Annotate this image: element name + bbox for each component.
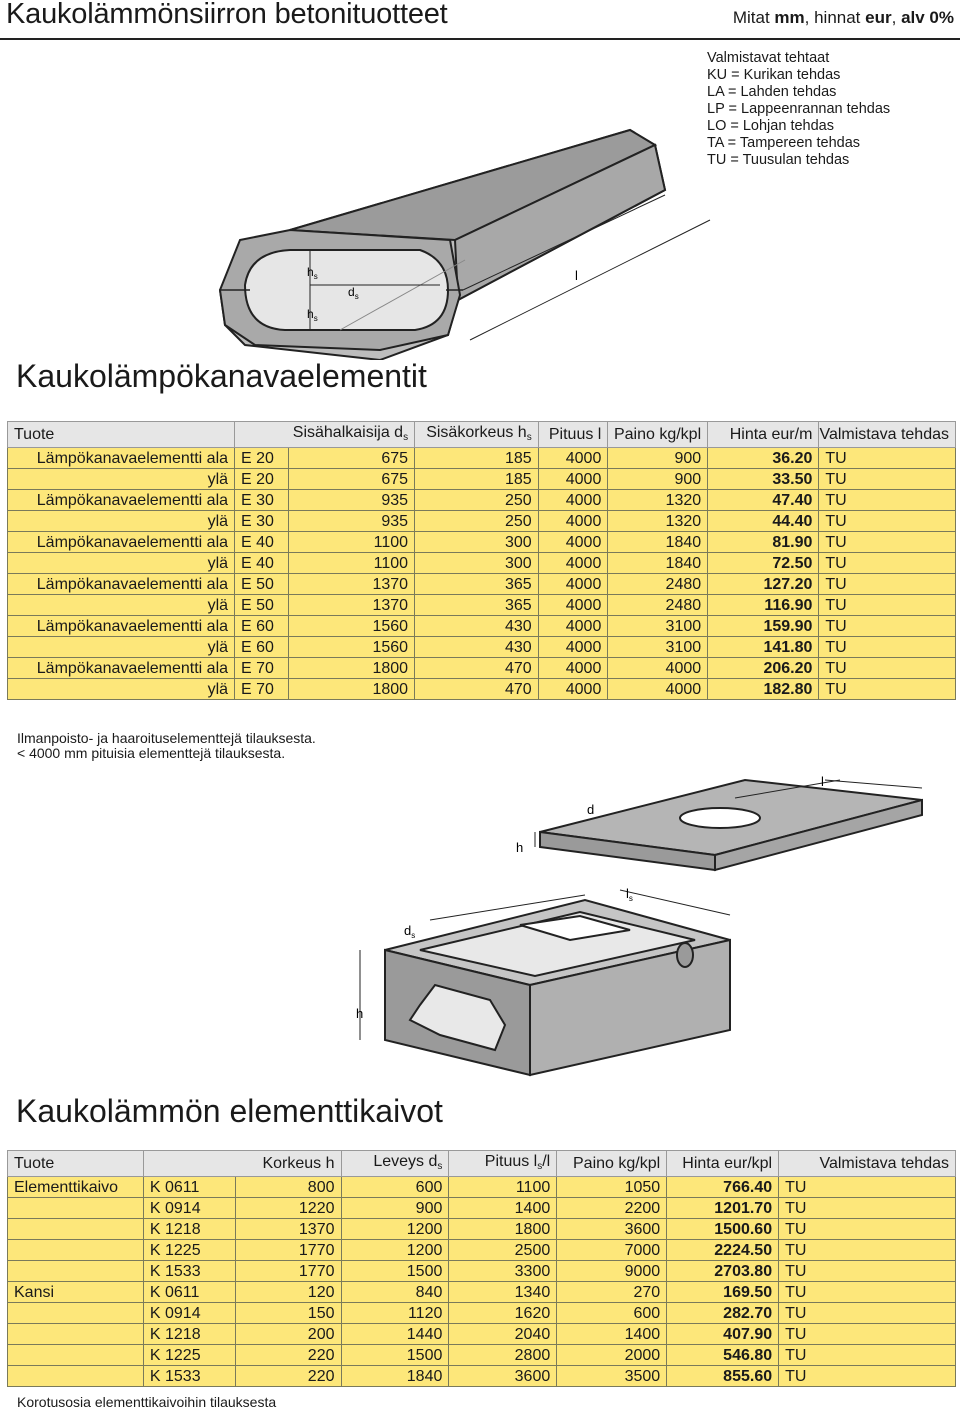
table-row bbox=[8, 1177, 956, 1198]
table-cell: TU bbox=[819, 553, 956, 574]
table-cell: TU bbox=[819, 490, 956, 511]
table-cell: E 60 bbox=[235, 616, 289, 637]
table-cell: 1400 bbox=[557, 1324, 667, 1345]
factory-legend-title: Valmistavat tehtaat bbox=[707, 50, 830, 66]
table-cell: 1800 bbox=[449, 1219, 557, 1240]
table-cell: E 20 bbox=[235, 448, 289, 469]
table-cell: 365 bbox=[415, 595, 539, 616]
table-cell: 600 bbox=[557, 1303, 667, 1324]
table-cell: Elementtikaivo bbox=[8, 1177, 144, 1198]
table-cell: Lämpökanavaelementti ala bbox=[8, 616, 235, 637]
section-title-channels: Kaukolämpökanavaelementit bbox=[16, 358, 427, 394]
table-cell: 4000 bbox=[538, 595, 608, 616]
table-cell: 4000 bbox=[538, 532, 608, 553]
manhole-drawing bbox=[340, 770, 940, 1090]
table-cell: 2200 bbox=[557, 1198, 667, 1219]
col-header: Hinta eur/m bbox=[708, 422, 819, 448]
col-header: Leveys $d_s$ bbox=[341, 1151, 449, 1177]
table-cell: TU bbox=[819, 469, 956, 490]
table-cell: 47.40 bbox=[708, 490, 819, 511]
dim-label-hs-top: $h_s$ bbox=[307, 265, 318, 281]
table-cell: 250 bbox=[415, 490, 539, 511]
table-cell: TU bbox=[779, 1198, 956, 1219]
table-cell: 1100 bbox=[288, 532, 414, 553]
dim-label-d: d bbox=[587, 802, 595, 817]
table-cell: E 20 bbox=[235, 469, 289, 490]
table-cell: E 50 bbox=[235, 595, 289, 616]
table-cell: K 1533 bbox=[143, 1261, 235, 1282]
factory-item: TA = Tampereen tehdas bbox=[707, 135, 861, 151]
table-cell: K 1218 bbox=[143, 1219, 235, 1240]
table-cell: 1120 bbox=[341, 1303, 449, 1324]
table-header-row bbox=[8, 1151, 956, 1177]
table-cell: Lämpökanavaelementti ala bbox=[8, 532, 235, 553]
table-cell bbox=[8, 1219, 144, 1240]
table-cell: 935 bbox=[288, 490, 414, 511]
table-cell: K 1218 bbox=[143, 1324, 235, 1345]
table-cell: TU bbox=[819, 448, 956, 469]
table-cell: 1100 bbox=[449, 1177, 557, 1198]
footer-note: Korotusosia elementtikaivoihin tilauksesta bbox=[17, 1394, 277, 1410]
table-cell: TU bbox=[819, 658, 956, 679]
table-cell: TU bbox=[819, 616, 956, 637]
table-row bbox=[8, 1261, 956, 1282]
table-cell: E 30 bbox=[235, 490, 289, 511]
table-header-row bbox=[8, 422, 956, 448]
table-cell: 1320 bbox=[608, 490, 708, 511]
table-cell: 150 bbox=[235, 1303, 341, 1324]
table-cell: ylä bbox=[8, 469, 235, 490]
table-cell: 600 bbox=[341, 1177, 449, 1198]
table-cell: TU bbox=[779, 1366, 956, 1387]
table-cell: 900 bbox=[341, 1198, 449, 1219]
table-cell: TU bbox=[779, 1345, 956, 1366]
table-cell: 2040 bbox=[449, 1324, 557, 1345]
table-cell: TU bbox=[779, 1324, 956, 1345]
table-cell bbox=[8, 1345, 144, 1366]
table-cell: 1200 bbox=[341, 1219, 449, 1240]
table-row bbox=[8, 1345, 956, 1366]
table-row bbox=[8, 490, 956, 511]
table-cell: 1201.70 bbox=[667, 1198, 779, 1219]
table-cell: 4000 bbox=[608, 679, 708, 700]
table-cell: 33.50 bbox=[708, 469, 819, 490]
table-cell: 81.90 bbox=[708, 532, 819, 553]
table-cell: 282.70 bbox=[667, 1303, 779, 1324]
table-cell: 4000 bbox=[538, 553, 608, 574]
table-cell: TU bbox=[779, 1303, 956, 1324]
table-row bbox=[8, 469, 956, 490]
table-cell: 766.40 bbox=[667, 1177, 779, 1198]
table-cell: Kansi bbox=[8, 1282, 144, 1303]
table-cell: 1340 bbox=[449, 1282, 557, 1303]
table-row bbox=[8, 616, 956, 637]
manholes-table bbox=[7, 1150, 956, 1387]
table-cell: ylä bbox=[8, 595, 235, 616]
table-cell: 4000 bbox=[538, 511, 608, 532]
table-cell: 120 bbox=[235, 1282, 341, 1303]
table-cell: 159.90 bbox=[708, 616, 819, 637]
table-cell: TU bbox=[819, 511, 956, 532]
table-cell: 407.90 bbox=[667, 1324, 779, 1345]
table-row bbox=[8, 1240, 956, 1261]
section-title-manholes: Kaukolämmön elementtikaivot bbox=[16, 1093, 443, 1129]
table-cell: 675 bbox=[288, 469, 414, 490]
table-cell: 4000 bbox=[538, 679, 608, 700]
table-cell: 3300 bbox=[449, 1261, 557, 1282]
table-cell: 1620 bbox=[449, 1303, 557, 1324]
table-cell: 9000 bbox=[557, 1261, 667, 1282]
dim-label-l: l bbox=[821, 774, 824, 789]
table-cell: K 0914 bbox=[143, 1303, 235, 1324]
table-cell: TU bbox=[819, 637, 956, 658]
table-cell: 3600 bbox=[449, 1366, 557, 1387]
table-cell: 2224.50 bbox=[667, 1240, 779, 1261]
table-row bbox=[8, 553, 956, 574]
table-cell: K 1225 bbox=[143, 1240, 235, 1261]
table-cell: TU bbox=[779, 1261, 956, 1282]
table-row bbox=[8, 1219, 956, 1240]
table-cell: 1770 bbox=[235, 1240, 341, 1261]
table-cell: 36.20 bbox=[708, 448, 819, 469]
table-cell: 185 bbox=[415, 448, 539, 469]
factory-item: LP = Lappeenrannan tehdas bbox=[707, 101, 891, 117]
table-cell: 2480 bbox=[608, 574, 708, 595]
dim-label-l: l bbox=[575, 268, 578, 283]
table-cell: 270 bbox=[557, 1282, 667, 1303]
table-cell: 44.40 bbox=[708, 511, 819, 532]
table-cell: 800 bbox=[235, 1177, 341, 1198]
table-cell: 4000 bbox=[608, 658, 708, 679]
table-cell bbox=[8, 1303, 144, 1324]
table-cell: 1800 bbox=[288, 658, 414, 679]
col-header: Pituus l bbox=[538, 422, 608, 448]
dim-label-ds: $d_s$ bbox=[348, 285, 359, 301]
table-cell: 1800 bbox=[288, 679, 414, 700]
table-cell: 1500 bbox=[341, 1261, 449, 1282]
table-cell: 1840 bbox=[608, 532, 708, 553]
table-row bbox=[8, 511, 956, 532]
table-cell: 1370 bbox=[288, 574, 414, 595]
table-cell: 206.20 bbox=[708, 658, 819, 679]
table-cell bbox=[8, 1366, 144, 1387]
table-cell: 169.50 bbox=[667, 1282, 779, 1303]
table-cell: K 0914 bbox=[143, 1198, 235, 1219]
table-cell: 470 bbox=[415, 679, 539, 700]
table-cell: 1200 bbox=[341, 1240, 449, 1261]
factory-item: KU = Kurikan tehdas bbox=[707, 67, 841, 83]
table-cell: 1500.60 bbox=[667, 1219, 779, 1240]
channel-element-drawing bbox=[210, 100, 730, 360]
table-cell: 900 bbox=[608, 448, 708, 469]
table-cell: 220 bbox=[235, 1366, 341, 1387]
table-cell: E 50 bbox=[235, 574, 289, 595]
table-cell: TU bbox=[819, 574, 956, 595]
table-cell: 141.80 bbox=[708, 637, 819, 658]
table-cell: 1370 bbox=[235, 1219, 341, 1240]
table-cell: 4000 bbox=[538, 490, 608, 511]
table-cell: 1050 bbox=[557, 1177, 667, 1198]
table-row bbox=[8, 658, 956, 679]
table-cell: 4000 bbox=[538, 448, 608, 469]
table-cell: 935 bbox=[288, 511, 414, 532]
table-cell bbox=[8, 1261, 144, 1282]
table-cell: K 1225 bbox=[143, 1345, 235, 1366]
table-cell: E 70 bbox=[235, 679, 289, 700]
table-cell: Lämpökanavaelementti ala bbox=[8, 448, 235, 469]
table-cell: 7000 bbox=[557, 1240, 667, 1261]
table-cell: 3100 bbox=[608, 616, 708, 637]
table-cell: 470 bbox=[415, 658, 539, 679]
table-cell: 2480 bbox=[608, 595, 708, 616]
col-header: Tuote bbox=[8, 422, 235, 448]
table-cell: TU bbox=[779, 1282, 956, 1303]
table-cell: TU bbox=[779, 1219, 956, 1240]
channel-elements-table bbox=[7, 421, 956, 700]
col-header: Valmistava tehdas bbox=[779, 1151, 956, 1177]
table-cell: 365 bbox=[415, 574, 539, 595]
table-cell: TU bbox=[819, 679, 956, 700]
table-cell: 430 bbox=[415, 616, 539, 637]
col-header: Paino kg/kpl bbox=[608, 422, 708, 448]
table-cell: Lämpökanavaelementti ala bbox=[8, 658, 235, 679]
col-header: Tuote bbox=[8, 1151, 144, 1177]
table-cell bbox=[8, 1324, 144, 1345]
table-cell: K 0611 bbox=[143, 1177, 235, 1198]
table-cell: E 30 bbox=[235, 511, 289, 532]
table-cell: 900 bbox=[608, 469, 708, 490]
table-cell: 1100 bbox=[288, 553, 414, 574]
table-cell: 1560 bbox=[288, 637, 414, 658]
table-cell: 840 bbox=[341, 1282, 449, 1303]
table-row bbox=[8, 1282, 956, 1303]
dim-label-ds: $d_s$ bbox=[404, 923, 416, 940]
table-cell: 1840 bbox=[608, 553, 708, 574]
table-cell: 72.50 bbox=[708, 553, 819, 574]
table-cell: 3600 bbox=[557, 1219, 667, 1240]
table-cell: 3500 bbox=[557, 1366, 667, 1387]
table-cell: 1220 bbox=[235, 1198, 341, 1219]
table-cell: 1840 bbox=[341, 1366, 449, 1387]
table-cell: TU bbox=[819, 532, 956, 553]
table-cell: 4000 bbox=[538, 637, 608, 658]
table-cell: 1560 bbox=[288, 616, 414, 637]
page-title: Kaukolämmönsiirron betonituotteet bbox=[6, 0, 448, 30]
table-row bbox=[8, 595, 956, 616]
table-row bbox=[8, 1303, 956, 1324]
table-cell: 546.80 bbox=[667, 1345, 779, 1366]
dim-label-h2: h bbox=[356, 1006, 364, 1021]
dim-label-hs-bottom: $h_s$ bbox=[307, 307, 318, 323]
table-cell: 1770 bbox=[235, 1261, 341, 1282]
table-cell: TU bbox=[819, 595, 956, 616]
table-cell: K 1533 bbox=[143, 1366, 235, 1387]
table-cell: 4000 bbox=[538, 616, 608, 637]
factory-legend bbox=[707, 50, 890, 169]
table-cell: 250 bbox=[415, 511, 539, 532]
factory-item: LA = Lahden tehdas bbox=[707, 84, 837, 100]
table-row bbox=[8, 532, 956, 553]
table-note: Ilmanpoisto- ja haaroituselementtejä tilauksesta. bbox=[17, 730, 316, 746]
table-cell: 1320 bbox=[608, 511, 708, 532]
table-cell: 4000 bbox=[538, 658, 608, 679]
table-cell: 2500 bbox=[449, 1240, 557, 1261]
table-cell: 182.80 bbox=[708, 679, 819, 700]
table-cell: 4000 bbox=[538, 574, 608, 595]
dim-label-ls: $l_s$ bbox=[626, 886, 633, 903]
col-header: Sisäkorkeus $h_s$ bbox=[415, 422, 539, 448]
table-row bbox=[8, 637, 956, 658]
table-row bbox=[8, 574, 956, 595]
table-row bbox=[8, 1324, 956, 1345]
table-cell: 3100 bbox=[608, 637, 708, 658]
table-cell: 116.90 bbox=[708, 595, 819, 616]
table-cell bbox=[8, 1198, 144, 1219]
table-row bbox=[8, 679, 956, 700]
table-cell: 2000 bbox=[557, 1345, 667, 1366]
table-row bbox=[8, 1198, 956, 1219]
col-header: Paino kg/kpl bbox=[557, 1151, 667, 1177]
table-cell: ylä bbox=[8, 511, 235, 532]
col-header: Hinta eur/kpl bbox=[667, 1151, 779, 1177]
table-cell: Lämpökanavaelementti ala bbox=[8, 490, 235, 511]
table-cell: E 60 bbox=[235, 637, 289, 658]
table-cell: K 0611 bbox=[143, 1282, 235, 1303]
col-header: Pituus $l_s/l$ bbox=[449, 1151, 557, 1177]
table-row bbox=[8, 1366, 956, 1387]
table-cell: TU bbox=[779, 1177, 956, 1198]
table-cell: E 40 bbox=[235, 553, 289, 574]
table-cell: 1500 bbox=[341, 1345, 449, 1366]
dim-label-h: h bbox=[516, 840, 524, 855]
table-cell: E 70 bbox=[235, 658, 289, 679]
units-note: Mitat mm, hinnat eur, alv 0% bbox=[732, 8, 954, 27]
table-cell: 855.60 bbox=[667, 1366, 779, 1387]
col-header: Korkeus h bbox=[143, 1151, 341, 1177]
table-cell: Lämpökanavaelementti ala bbox=[8, 574, 235, 595]
table-cell: 4000 bbox=[538, 469, 608, 490]
table-cell: 200 bbox=[235, 1324, 341, 1345]
table-cell: 220 bbox=[235, 1345, 341, 1366]
table-cell: 675 bbox=[288, 448, 414, 469]
table-cell: 2703.80 bbox=[667, 1261, 779, 1282]
table-cell: TU bbox=[779, 1240, 956, 1261]
table-cell: E 40 bbox=[235, 532, 289, 553]
table-cell bbox=[8, 1240, 144, 1261]
header-divider bbox=[0, 38, 960, 40]
table-row bbox=[8, 448, 956, 469]
table-cell: 300 bbox=[415, 553, 539, 574]
table-cell: 127.20 bbox=[708, 574, 819, 595]
table-cell: 1440 bbox=[341, 1324, 449, 1345]
table-cell: 1370 bbox=[288, 595, 414, 616]
table-cell: 300 bbox=[415, 532, 539, 553]
table-cell: ylä bbox=[8, 553, 235, 574]
factory-item: TU = Tuusulan tehdas bbox=[707, 152, 850, 168]
table-cell: 185 bbox=[415, 469, 539, 490]
table-cell: ylä bbox=[8, 637, 235, 658]
table-cell: ylä bbox=[8, 679, 235, 700]
col-header: Valmistava tehdas bbox=[819, 422, 956, 448]
table-cell: 1400 bbox=[449, 1198, 557, 1219]
col-header: Sisähalkaisija $d_s$ bbox=[235, 422, 415, 448]
table-note: < 4000 mm pituisia elementtejä tilauksesta. bbox=[17, 745, 286, 761]
table-cell: 430 bbox=[415, 637, 539, 658]
factory-item: LO = Lohjan tehdas bbox=[707, 118, 834, 134]
table-cell: 2800 bbox=[449, 1345, 557, 1366]
